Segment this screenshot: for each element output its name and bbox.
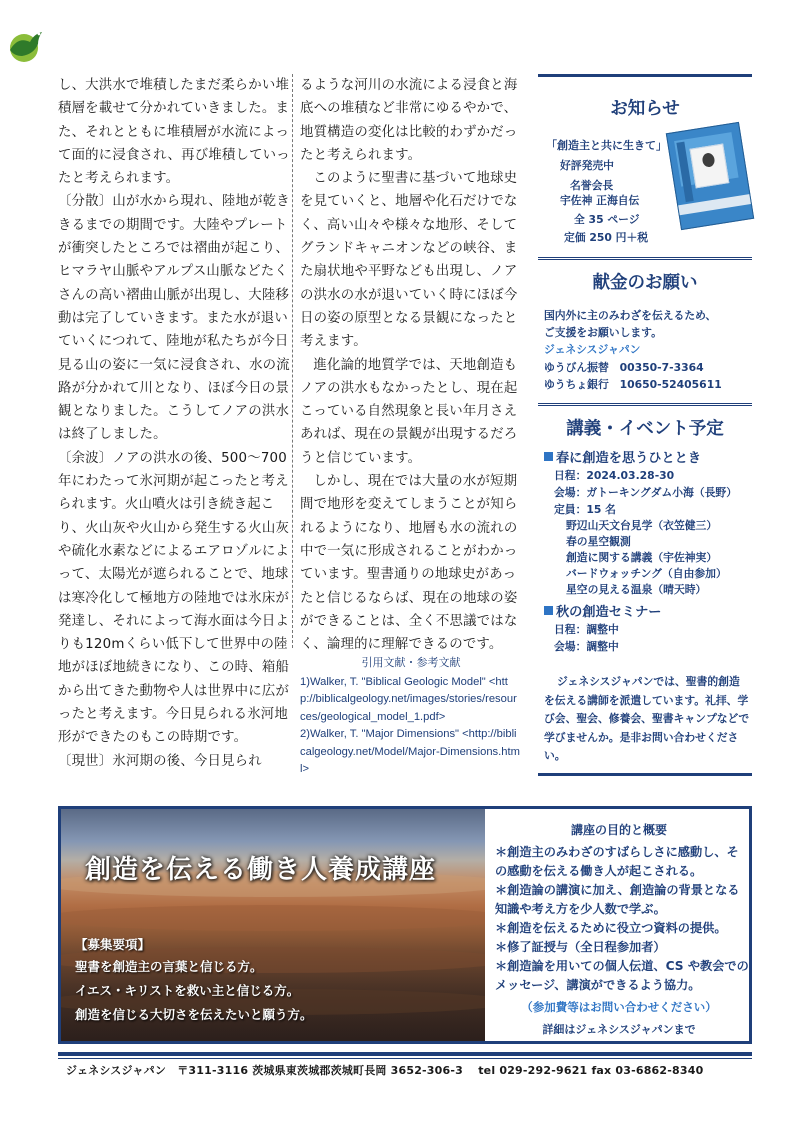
paragraph: るような河川の水流による浸食と海底への堆積など非常にゆるやかで、地質構造の変化は比較的わずかだったと考えられます。 [300, 78, 518, 163]
event-autumn-title: 秋の創造セミナー [544, 601, 662, 620]
donation-line: 国内外に主のみわざを伝えるため、 [544, 309, 717, 322]
book-author: 宇佐神 正海自伝 [560, 194, 640, 207]
footer-contact: ジェネシスジャパン 〒311-3116 茨城県東茨城郡茨城町長岡 3652-306-3 tel 029-292-9621 fax 03-6862-8340 [66, 1064, 704, 1077]
event-venue: 会場：ガトーキングダム小海（長野） [554, 486, 738, 499]
event-date: 日程：2024.03.28-30 [554, 469, 675, 482]
paragraph: し、大洪水で堆積したまだ柔らかい堆積層を載せて分かれていきました。また、それとともに堆積層が水流によって面的に浸食され、再び堆積していったと考えられます。 [58, 78, 290, 187]
course-overview [489, 809, 749, 1041]
book-title: 「創造主と共に生きて」 [546, 139, 667, 152]
course-item: ＊修了証授与（全日程参加者） [495, 940, 666, 954]
book-cover-image [666, 122, 754, 230]
donation-postal: ゆうびん振替 00350-7-3364 [544, 361, 704, 374]
course-contact-note: 詳細はジェネシスジャパンまで [542, 1023, 696, 1036]
course-overview-heading: 講座の目的と概要 [570, 823, 667, 837]
course-item: ＊創造論を用いての個人伝道、CS や教会でのメッセージ、講演ができるよう協力。 [495, 959, 749, 992]
requirement-item: イエス・キリストを救い主と信じる方。 [75, 983, 300, 998]
requirements-heading: 【募集要項】 [75, 937, 151, 952]
event-date: 日程：調整中 [554, 623, 619, 636]
footer-rule [58, 1052, 752, 1056]
donation-bank: ゆうちょ銀行 10650-52405611 [544, 378, 722, 391]
dinosaur-logo-icon [4, 24, 48, 64]
requirement-item: 創造を信じる大切さを伝えたいと願う方。 [75, 1007, 313, 1022]
article-column-1 [58, 74, 290, 773]
book-sale: 好評発売中 [560, 159, 614, 172]
paragraph: 進化論的地質学では、天地創造もノアの洪水もなかったとし、現在起こっている自然現象と長い年月さえあれば、現在の景観が出現するだろうと信じています。 [300, 357, 518, 466]
course-item: ＊創造主のみわざのすばらしさに感動し、その感動を伝える働き人が起こされる。 [495, 845, 739, 878]
author-role: 名誉会長 [570, 179, 614, 192]
grand-canyon-photo [61, 809, 485, 1041]
donation-heading: 献金のお願い [592, 273, 698, 293]
course-title: 創造を伝える働き人養成講座 [85, 855, 437, 885]
event-item: 春の星空観測 [566, 535, 631, 548]
donation-line: ご支援をお願いします。 [544, 326, 662, 339]
event-item: 創造に関する講義（宇佐神実） [566, 551, 718, 564]
paragraph: このように聖書に基づいて地球史を見ていくと、地層や化石だけでなく、高い山々や様々な地形、そしてグランドキャニオンなどの峡谷、また扇状地や平野なども出現し、ノアの洪水の水が退いていく時にほぼ今日の姿の原型となる景観になったと考えます。 [300, 171, 518, 350]
event-capacity: 定員：15 名 [554, 503, 616, 516]
article-column-2 [300, 74, 520, 656]
event-venue: 会場：調整中 [554, 640, 619, 653]
requirement-item: 聖書を創造主の言葉と信じる方。 [75, 959, 263, 974]
references-title: 引用文献・参考文献 [361, 656, 461, 669]
reference-item: 1)Walker, T. "Biblical Geologic Model" <http://biblicalgeology.net/images/stories/resources/geological_model_1.pdf> [300, 675, 517, 723]
paragraph: しかし、現在では大量の水が短期間で地形を変えてしまうことが知られるようになり、地層も水の流れの中で一気に形成されることがわかっています。聖書通りの地球史があったと信じるならば、現在の地球の姿ができることは、全く不思議ではなく、論理的に理解できるのです。 [300, 474, 518, 653]
events-heading: 講義・イベント予定 [566, 419, 724, 439]
paragraph: 〔分散〕山が水から現れ、陸地が乾ききるまでの期間です。大陸やプレートが衝突したところでは褶曲が起こり、ヒマラヤ山脈やアルプス山脈などたくさんの高い褶曲山脈が出現し、大陸移動は完了していきます。また水が退いていくにつれて、陸地が私たちが今日見る山の姿に一気に浸食され、水の流路が分かれて川となり、ほぼ今日の景観となりました。こうしてノアの洪水は終了しました。 [58, 194, 290, 443]
sidebar [538, 74, 752, 776]
event-item: 野辺山天文台見学（衣笠健三） [566, 519, 718, 532]
course-fee-note: （参加費等はお問い合わせください） [521, 1000, 717, 1014]
section-divider [538, 257, 752, 260]
section-divider [538, 403, 752, 406]
paragraph: 〔現世〕氷河期の後、今日見られ [58, 753, 262, 769]
column-divider [292, 74, 293, 648]
donation-org: ジェネシスジャパン [544, 343, 641, 356]
course-item: ＊創造を伝えるために役立つ資料の提供。 [495, 921, 727, 935]
course-banner [58, 806, 752, 1044]
references [300, 654, 522, 779]
book-price: 定価 250 円＋税 [564, 231, 649, 244]
course-item: ＊創造論の講演に加え、創造論の背景となる知識や考え方を少人数で学ぶ。 [495, 883, 740, 916]
paragraph: 〔余波〕ノアの洪水の後、500～700年にわたって氷河期が起こったと考えられます。火山噴火は引き続き起こり、火山灰や火山から発生する火山灰や硫化水素などによるエアロゾルによって、太陽光が遮られることで、地球は寒冷化して極地方の陸地では氷床が発達し、それによって海水面は今日よりも120mくらい低下して世界中の陸地がほぼ地続きになり、この時、箱船から出てきた動物や人は世界中に広がったと考えます。今日見られる氷河地形ができたのもこの時期です。 [58, 450, 290, 746]
event-item: 星空の見える温泉（晴天時） [566, 583, 707, 596]
footer-rule [58, 1058, 752, 1059]
lecturer-dispatch-text: ジェネシスジャパンでは、聖書的創造を伝える講師を派遣しています。礼拝、学び会、聖会、修養会、聖書キャンプなどで学びませんか。是非お問い合わせください。 [544, 675, 750, 763]
event-item: バードウォッチング（自由参加） [566, 567, 727, 580]
notice-heading: お知らせ [610, 99, 680, 119]
event-spring-title: 春に創造を思うひととき [544, 447, 701, 466]
book-pages: 全 35 ページ [574, 213, 640, 226]
reference-item: 2)Walker, T. "Major Dimensions" <http://biblicalgeology.net/Model/Major-Dimensions.html> [300, 728, 520, 775]
